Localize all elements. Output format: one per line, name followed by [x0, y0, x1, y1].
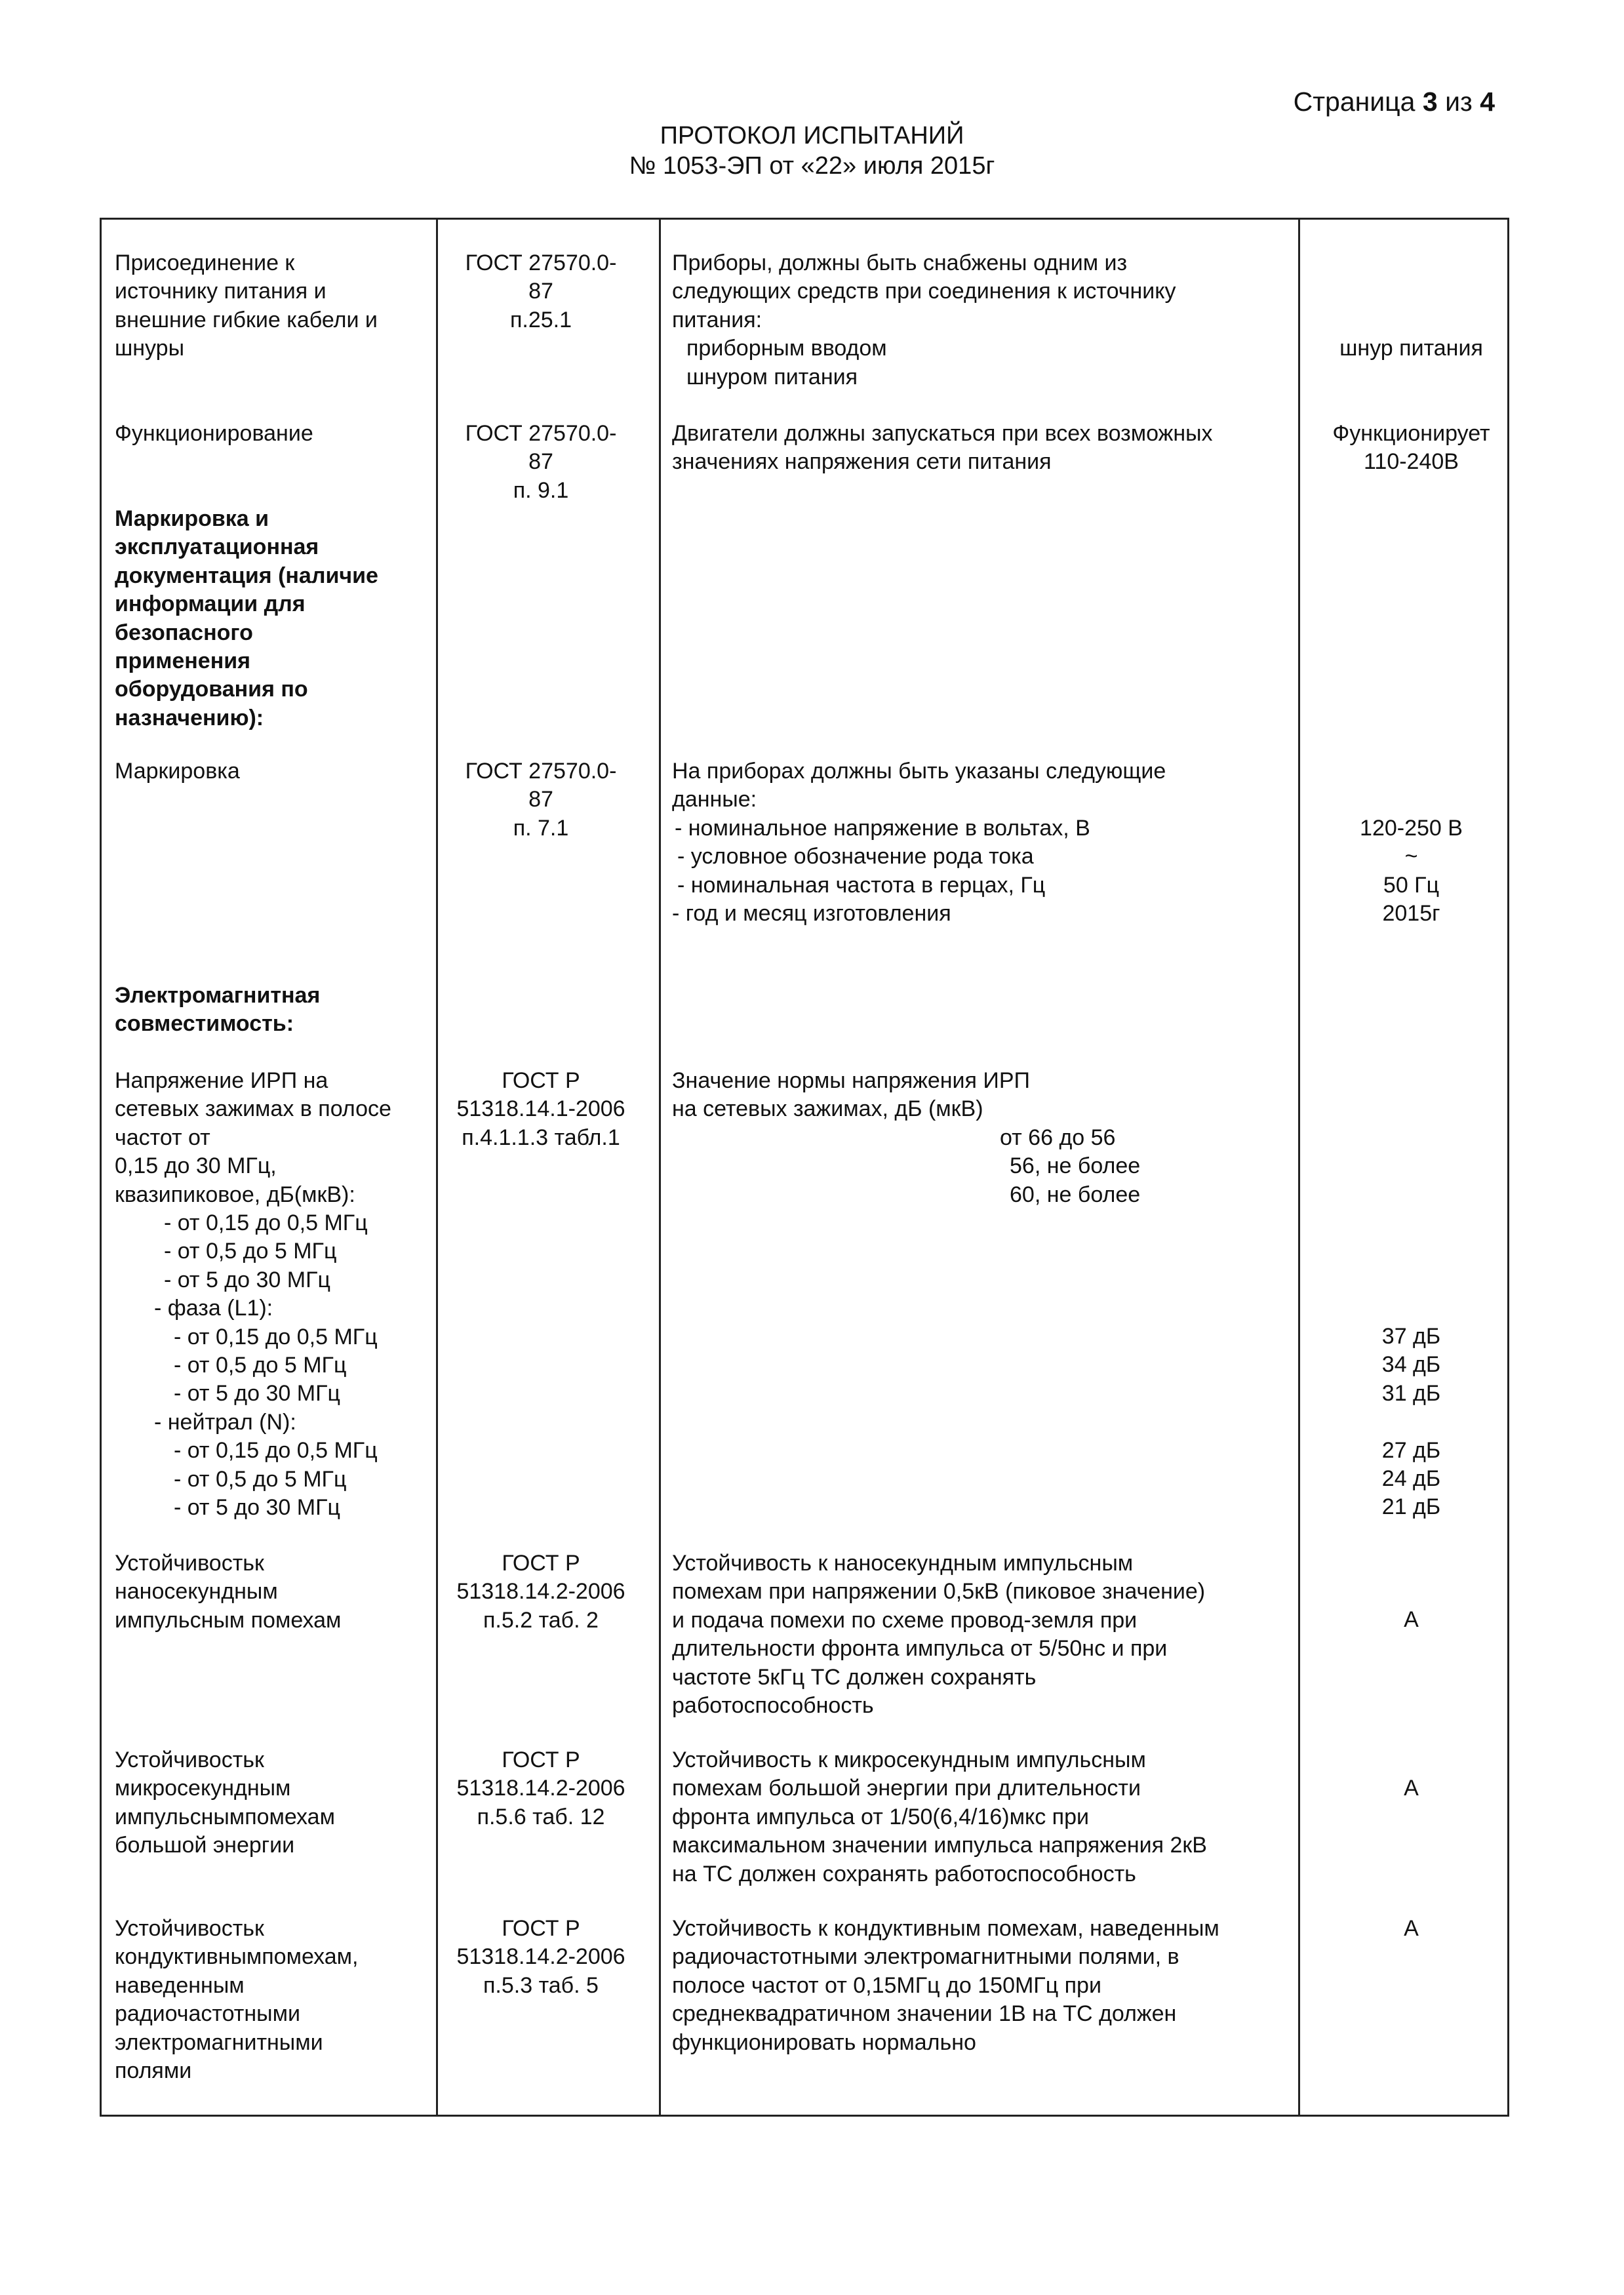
result-l1-high: 31 дБ: [1381, 1380, 1441, 1406]
row-microsecond-standard: ГОСТ Р 51318.14.2-2006 п.5.6 таб. 12: [456, 1747, 625, 1829]
protocol-number: № 1053-ЭП от «22» июля 2015г: [629, 152, 995, 180]
row-rfi-voltage-standard: ГОСТ Р 51318.14.1-2006 п.4.1.1.3 табл.1: [456, 1068, 625, 1150]
row-nanosecond-standard: ГОСТ Р 51318.14.2-2006 п.5.2 таб. 2: [456, 1551, 625, 1633]
row-nanosecond-norm: Устойчивость к наносекундным импульсным помехам при напряжении 0,5кВ (пиковое значение) и подача помехи по схеме провод-земля при длительности фронта импульса от 5/50нс и при частоте 5кГц ТС должен сохранять работоспособность: [672, 1551, 1206, 1719]
row-marking-norm: На приборах должны быть указаны следующие данные: - номинальное напряжение в вольтах, В - условное обозначение рода тока - номинальная частота в герцах, Гц - год и месяц изготовления: [672, 759, 1166, 927]
section-heading-emc: Электромагнитная совместимость:: [115, 983, 321, 1037]
result-l1-mid: 34 дБ: [1381, 1352, 1441, 1378]
row-rfi-voltage-requirement: Напряжение ИРП на сетевых зажимах в полосе частот от 0,15 до 30 МГц, квазипиковое, дБ(мкВ): - от 0,15 до 0,5 МГц - от 0,5 до 5 МГц - от 5 до 30 МГц - фаза (L1): - от 0,15 до 0,5 МГц - от 0,5 до 5 МГц - от 5 до 30 МГц - нейтрал (N): - от 0,15 до 0,5 МГц - от 0,5 до 5 МГц - от 5 до 30 МГц: [115, 1068, 391, 1521]
protocol-title: ПРОТОКОЛ ИСПЫТАНИЙ: [660, 122, 964, 150]
row-functioning-norm: Двигатели должны запускаться при всех возможных значениях напряжения сети питания: [672, 421, 1213, 475]
row-marking-result: 120-250 В ~ 50 Гц 2015г: [1360, 816, 1463, 927]
row-microsecond-norm: Устойчивость к микросекундным импульсным помехам большой энергии при длительности фронта импульса от 1/50(6,4/16)мкс при максимальном значении импульса напряжения 2кВ на ТС должен сохранять работоспособность: [672, 1747, 1207, 1886]
row-connection-result: шнур питания: [1339, 336, 1483, 361]
row-microsecond-result: А: [1404, 1776, 1419, 1801]
row-conducted-norm: Устойчивость к кондуктивным помехам, наведенным радиочастотными электромагнитными полями, в полосе частот от 0,15МГц до 150МГц при среднеквадратичном значении 1В на ТС должен функционировать нормально: [672, 1916, 1219, 2055]
row-rfi-voltage-norm: Значение нормы напряжения ИРП на сетевых зажимах, дБ (мкВ) от 66 до 56 56, не более 60, не более: [672, 1068, 1141, 1207]
row-connection-norm: Приборы, должны быть снабжены одним из следующих средств при соединения к источнику питания: приборным вводом шнуром питания: [672, 250, 1176, 389]
document-title: [0, 121, 1624, 181]
row-microsecond-requirement: Устойчивостьк микросекундным импульснымпомехам большой энергии: [115, 1747, 335, 1858]
test-results-table: [100, 218, 1509, 2117]
row-functioning-requirement: Функционирование: [115, 421, 313, 446]
row-connection-requirement: Присоединение к источнику питания и внешние гибкие кабели и шнуры: [115, 250, 378, 361]
row-conducted-standard: ГОСТ Р 51318.14.2-2006 п.5.3 таб. 5: [456, 1916, 625, 1998]
row-conducted-requirement: Устойчивостьк кондуктивнымпомехам, наведенным радиочастотными электромагнитными полями: [115, 1916, 359, 2084]
page-number: Страница 3 из 4: [1293, 87, 1495, 117]
result-n-high: 21 дБ: [1381, 1494, 1441, 1520]
row-functioning-standard: ГОСТ 27570.0- 87 п. 9.1: [465, 421, 617, 503]
column-divider: [659, 220, 661, 2115]
row-connection-standard: ГОСТ 27570.0- 87 п.25.1: [465, 250, 617, 332]
row-nanosecond-requirement: Устойчивостьк наносекундным импульсным помехам: [115, 1551, 342, 1633]
row-nanosecond-result: А: [1404, 1607, 1419, 1632]
row-functioning-result: Функционирует 110-240В: [1332, 421, 1490, 475]
row-rfi-voltage-results: [1311, 1323, 1511, 1522]
result-l1-low: 37 дБ: [1381, 1324, 1441, 1349]
result-n-low: 27 дБ: [1381, 1437, 1441, 1463]
result-n-mid: 24 дБ: [1381, 1466, 1441, 1492]
row-marking-requirement: Маркировка: [115, 759, 240, 784]
row-conducted-result: А: [1404, 1916, 1419, 1941]
row-marking-standard: ГОСТ 27570.0- 87 п. 7.1: [465, 759, 617, 841]
section-heading-marking-docs: Маркировка и эксплуатационная документация (наличие информации для безопасного применения оборудования по назначению):: [115, 506, 378, 730]
